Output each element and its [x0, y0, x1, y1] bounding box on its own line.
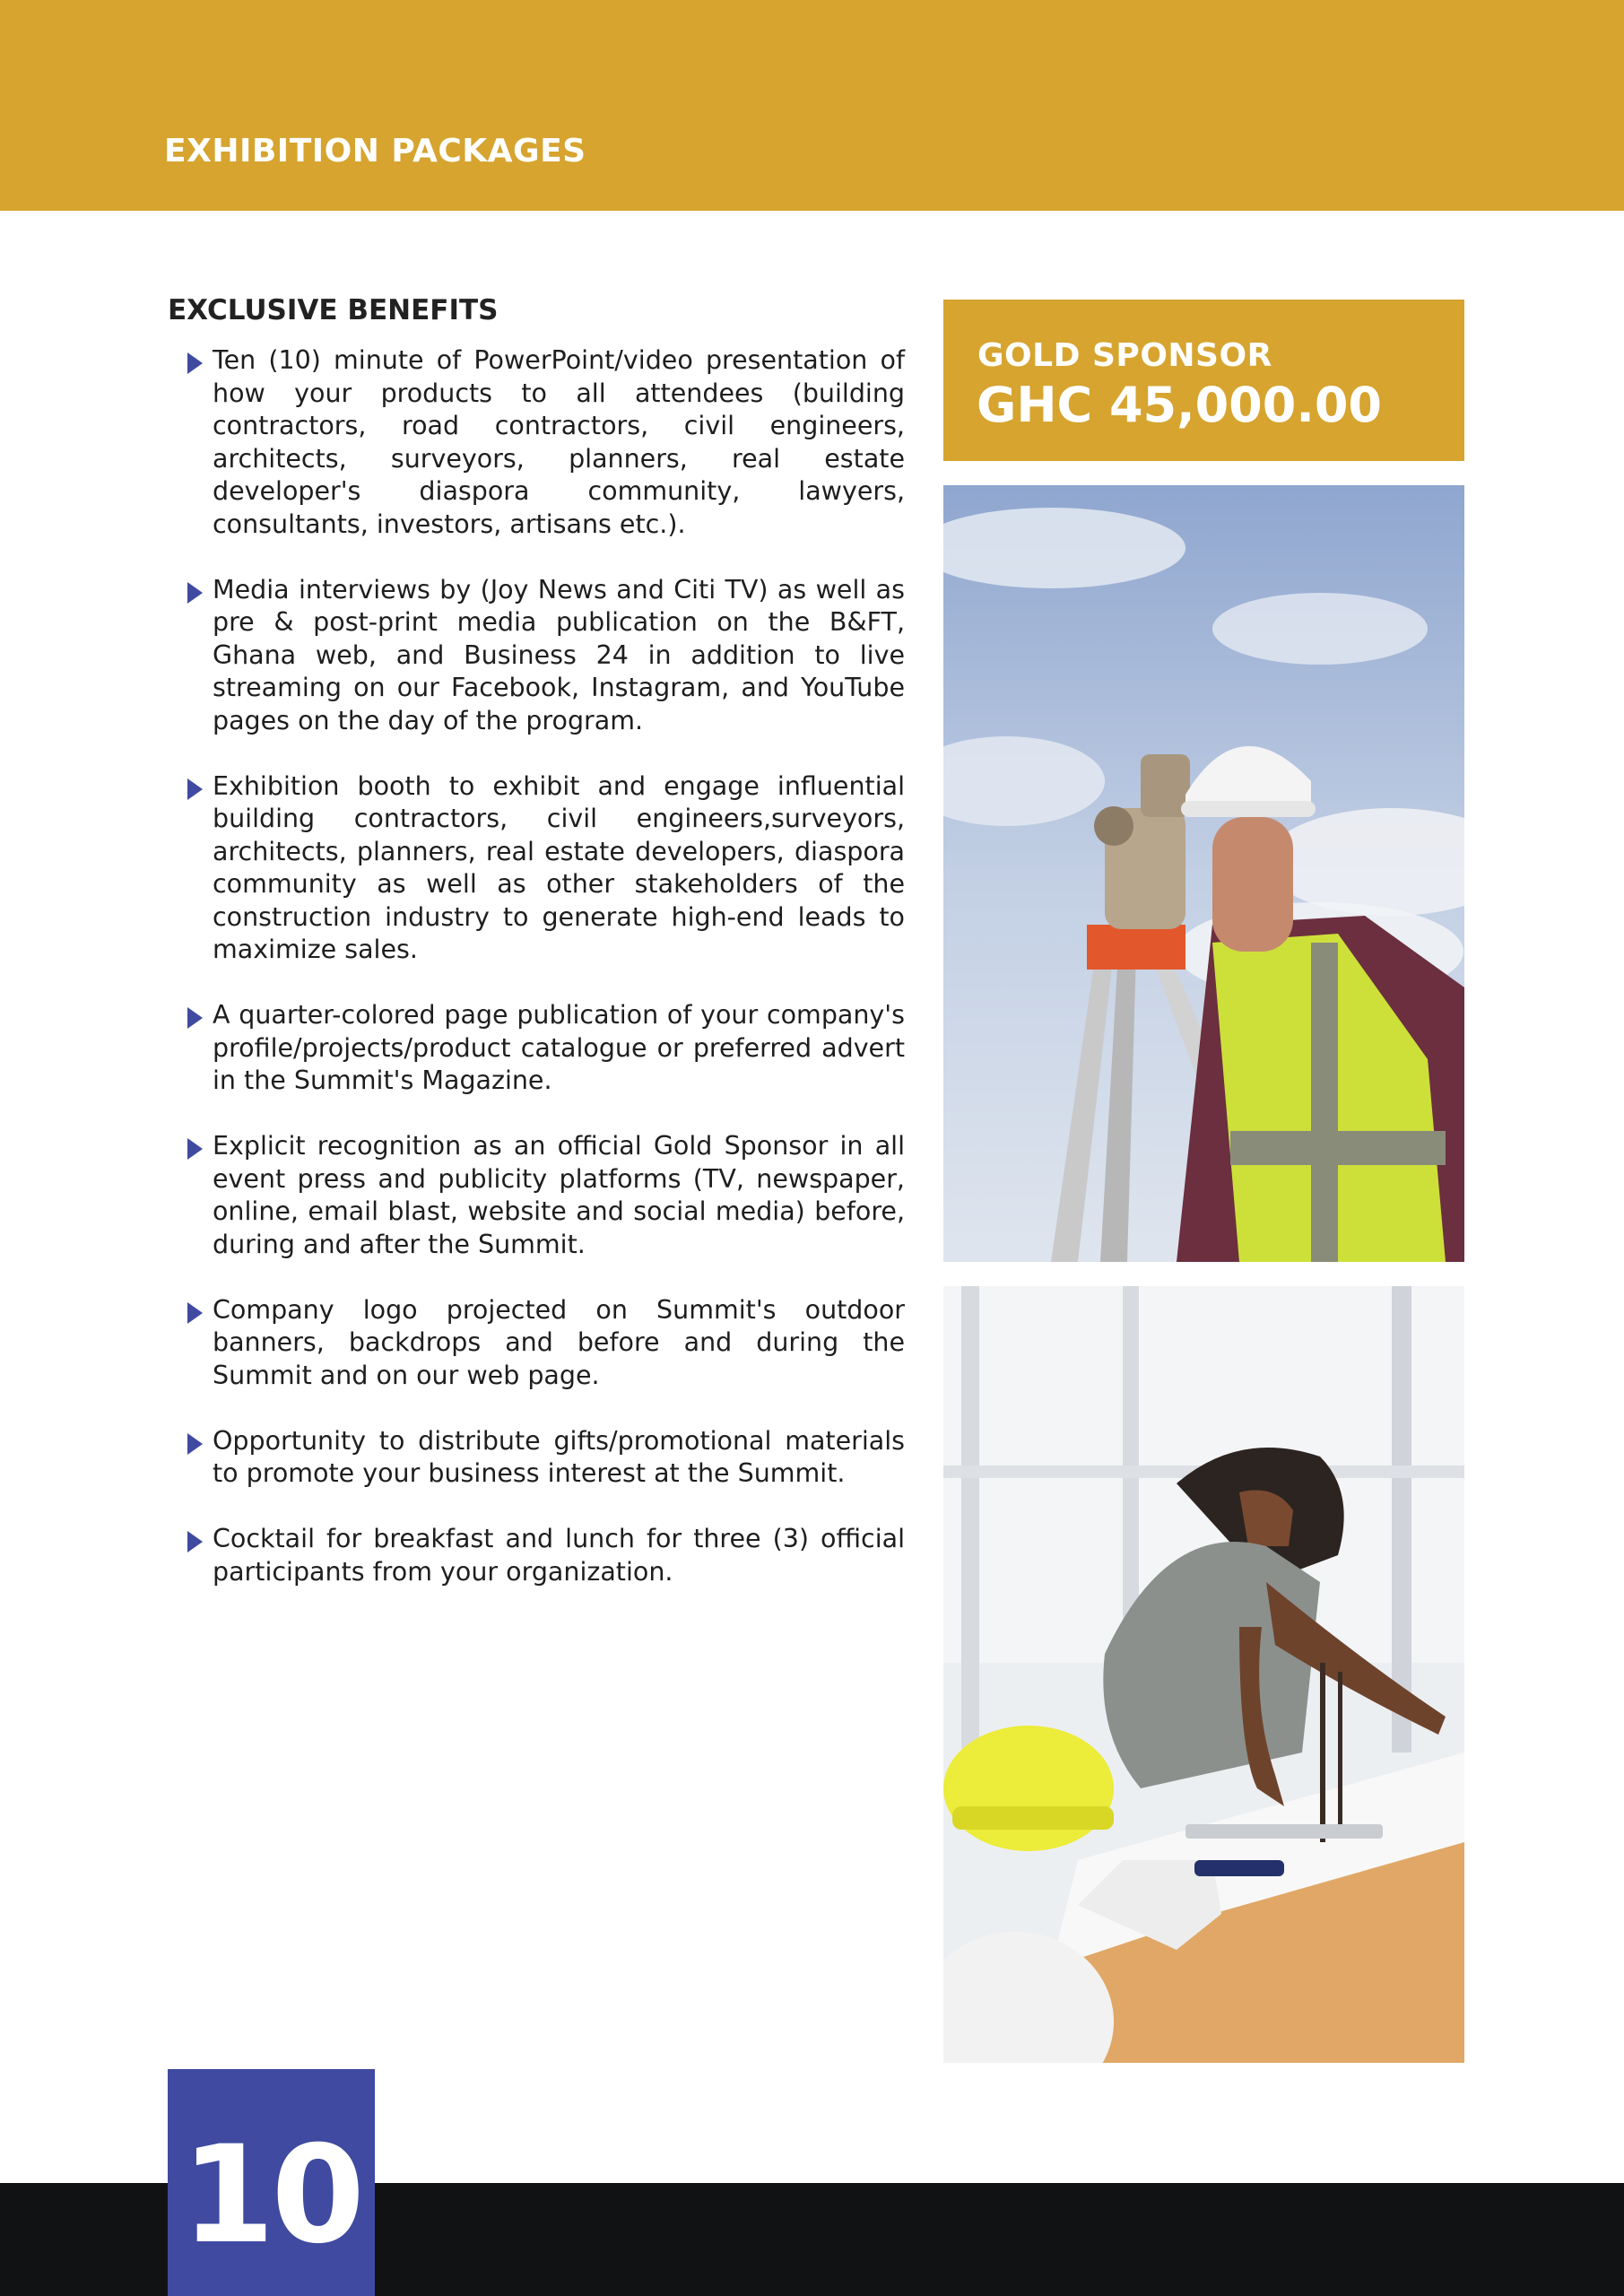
- triangle-bullet-icon: [187, 582, 203, 604]
- triangle-bullet-icon: [187, 1007, 203, 1029]
- sponsor-tier-label: GOLD SPONSOR: [977, 337, 1272, 374]
- triangle-bullet-icon: [187, 1433, 203, 1455]
- triangle-bullet-icon: [187, 352, 203, 374]
- price-box: [943, 300, 1464, 461]
- page-title: EXHIBITION PACKAGES: [164, 133, 586, 170]
- list-item: [168, 770, 905, 967]
- list-item: [168, 344, 905, 541]
- list-item: [168, 999, 905, 1098]
- list-item: [168, 1425, 905, 1491]
- triangle-bullet-icon: [187, 1531, 203, 1552]
- benefit-text: Media interviews by (Joy News and Citi TV) as well as pre & post-print media publication on the B&FT, Ghana web, and Business 24 in addition to live streaming on our Facebook, Instagram, and YouTube pages on the day of the program.: [213, 574, 905, 735]
- benefit-text: Company logo projected on Summit's outdoor banners, backdrops and before and during the Summit and on our web page.: [213, 1294, 905, 1390]
- page-number-box: [168, 2069, 375, 2296]
- list-item: [168, 1130, 905, 1261]
- benefit-text: Cocktail for breakfast and lunch for three (3) official participants from your organization.: [213, 1524, 905, 1587]
- list-item: [168, 1294, 905, 1393]
- page-number: 10: [181, 2118, 361, 2274]
- triangle-bullet-icon: [187, 1138, 203, 1160]
- architect-photo: [943, 1286, 1464, 2063]
- surveyor-photo: [943, 485, 1464, 1262]
- benefit-text: Opportunity to distribute gifts/promotional materials to promote your business interest at the Summit.: [213, 1425, 905, 1488]
- sponsor-price: GHC 45,000.00: [977, 377, 1382, 433]
- benefit-text: Exhibition booth to exhibit and engage influential building contractors, civil engineers,surveyors, architects, planners, real estate developers, diaspora community as well as other stakeholders of the construction industry to generate high-end leads to maximize sales.: [213, 770, 905, 964]
- list-item: [168, 1523, 905, 1588]
- benefits-list: [168, 344, 905, 1622]
- benefit-text: Explicit recognition as an official Gold Sponsor in all event press and publicity platforms (TV, newspaper, online, email blast, website and social media) before, during and after the Summit.: [213, 1131, 905, 1259]
- benefit-text: Ten (10) minute of PowerPoint/video presentation of how your products to all attendees (building contractors, road contractors, civil engineers, architects, surveyors, planners, real estate developer's diaspora community, lawyers, consultants, investors, artisans etc.).: [213, 345, 905, 539]
- header-band: [0, 0, 1624, 211]
- triangle-bullet-icon: [187, 1302, 203, 1324]
- benefit-text: A quarter-colored page publication of your company's profile/projects/product catalogue or preferred advert in the Summit's Magazine.: [213, 1000, 905, 1095]
- benefits-heading: EXCLUSIVE BENEFITS: [168, 294, 499, 326]
- list-item: [168, 574, 905, 738]
- triangle-bullet-icon: [187, 778, 203, 800]
